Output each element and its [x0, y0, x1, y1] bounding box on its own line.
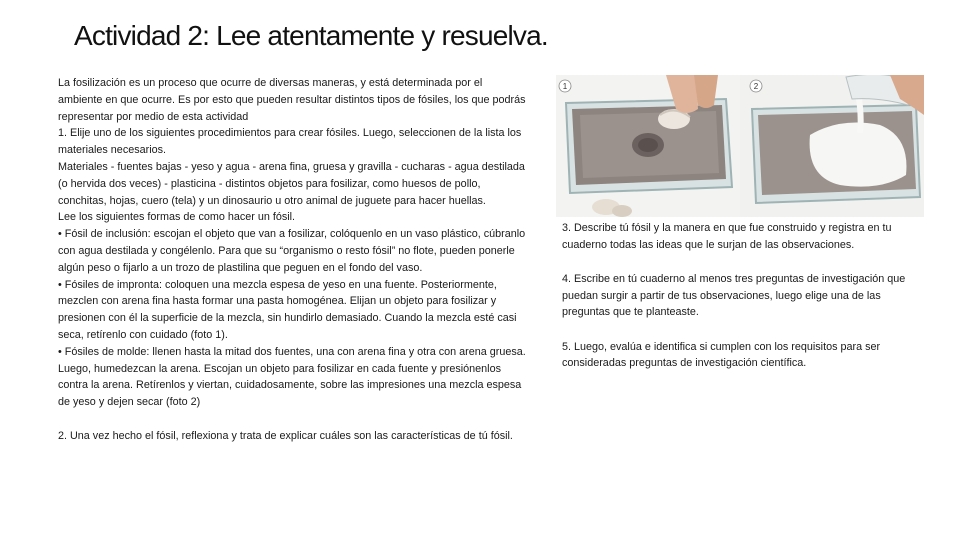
- spacer: [58, 411, 528, 428]
- page-title: Actividad 2: Lee atentamente y resuelva.: [74, 20, 548, 51]
- question-4: 4. Escribe en tú cuaderno al menos tres preguntas de investigación que puedan surgir a partir de tus observaciones, luego elige una de las preguntas que te planteaste.: [562, 273, 906, 318]
- question-5: 5. Luego, evalúa e identifica si cumplen con los requisitos para ser consideradas preguntas de investigación científica.: [562, 340, 881, 369]
- questions-column: [562, 220, 922, 390]
- step-1-paragraph: 1. Elije uno de los siguientes procedimientos para crear fósiles. Luego, seleccionen de la lista los materiales necesarios.: [58, 127, 522, 157]
- mold-fossil-paragraph: • Fósiles de molde: llenen hasta la mitad dos fuentes, una con arena fina y otra con arena gruesa. Luego, humedezcan la arena. Escojan un objeto para fosilizar en cada fuente y presiónenlos contra la arena. Retírenlos y viertan, cuidadosamente, sobre las impresiones una mezcla espesa de yeso y dejen secar (foto 2): [58, 345, 526, 409]
- forms-intro-paragraph: Lee los siguientes formas de como hacer un fósil.: [58, 211, 296, 224]
- step-2-paragraph: 2. Una vez hecho el fósil, reflexiona y trata de explicar cuáles son las características de tú fósil.: [58, 429, 513, 442]
- instructions-column: [58, 75, 528, 445]
- materials-paragraph: Materiales - fuentes bajas - yeso y agua - arena fina, gruesa y gravilla - cucharas - agua destilada (o hervida dos veces) - plasticina - distintos objetos para fosilizar, como huesos de pollo, conchitas, hojas, cuero (tela) y un dinosaurio u otro animal de juguete para hacer huellas.: [58, 160, 525, 207]
- photo-2-label: 2: [753, 82, 759, 91]
- impronta-fossil-paragraph: • Fósiles de impronta: coloquen una mezcla espesa de yeso en una fuente. Posteriormente, mezclen con arena fina hasta formar una pasta homogénea. Elijan un objeto para fosilizar y presionen con él la superficie de la mezcla, sin hundirlo demasiado. Cuando la mezcla esté casi seca, retírenlo con cuidado (foto 1).: [58, 278, 517, 341]
- intro-paragraph: La fosilización es un proceso que ocurre de diversas maneras, y está determinada por el ambiente en que ocurre. Es por esto que pueden resultar distintos tipos de fósiles, los que podrás representar por medio de esta actividad: [58, 77, 526, 123]
- question-3: 3. Describe tú fósil y la manera en que fue construido y registra en tu cuaderno todas las ideas que le surjan de las observaciones.: [562, 222, 892, 251]
- photo-2: [740, 75, 924, 217]
- photo-1: [556, 75, 740, 217]
- inclusion-fossil-paragraph: • Fósil de inclusión: escojan el objeto que van a fosilizar, colóquenlo en un vaso plástico, cúbranlo con agua destilada y congélenlo. Para que su “organismo o resto fósil” no flote, pueden ponerle algún peso o fijarlo a un trozo de plastilina que peguen en el fondo del vaso.: [58, 228, 526, 274]
- fossil-photos: [556, 75, 924, 217]
- photo-1-label: 1: [562, 82, 568, 91]
